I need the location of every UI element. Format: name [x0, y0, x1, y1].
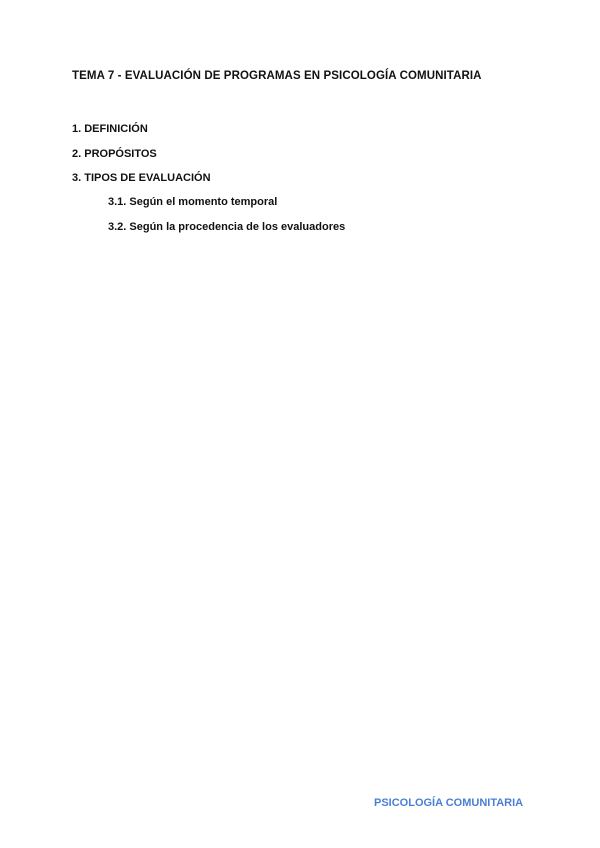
toc-item-tipos-de-evaluacion: 3. TIPOS DE EVALUACIÓN — [72, 172, 211, 184]
toc-subitem-momento-temporal: 3.1. Según el momento temporal — [108, 196, 278, 208]
toc-item-definicion: 1. DEFINICIÓN — [72, 123, 148, 135]
toc-subitem-procedencia-evaluadores: 3.2. Según la procedencia de los evaluadores — [108, 221, 346, 233]
page-footer: PSICOLOGÍA COMUNITARIA — [374, 797, 524, 809]
toc-item-propositos: 2. PROPÓSITOS — [72, 148, 157, 160]
document-title: TEMA 7 - EVALUACIÓN DE PROGRAMAS EN PSICOLOGÍA COMUNITARIA — [72, 70, 482, 82]
